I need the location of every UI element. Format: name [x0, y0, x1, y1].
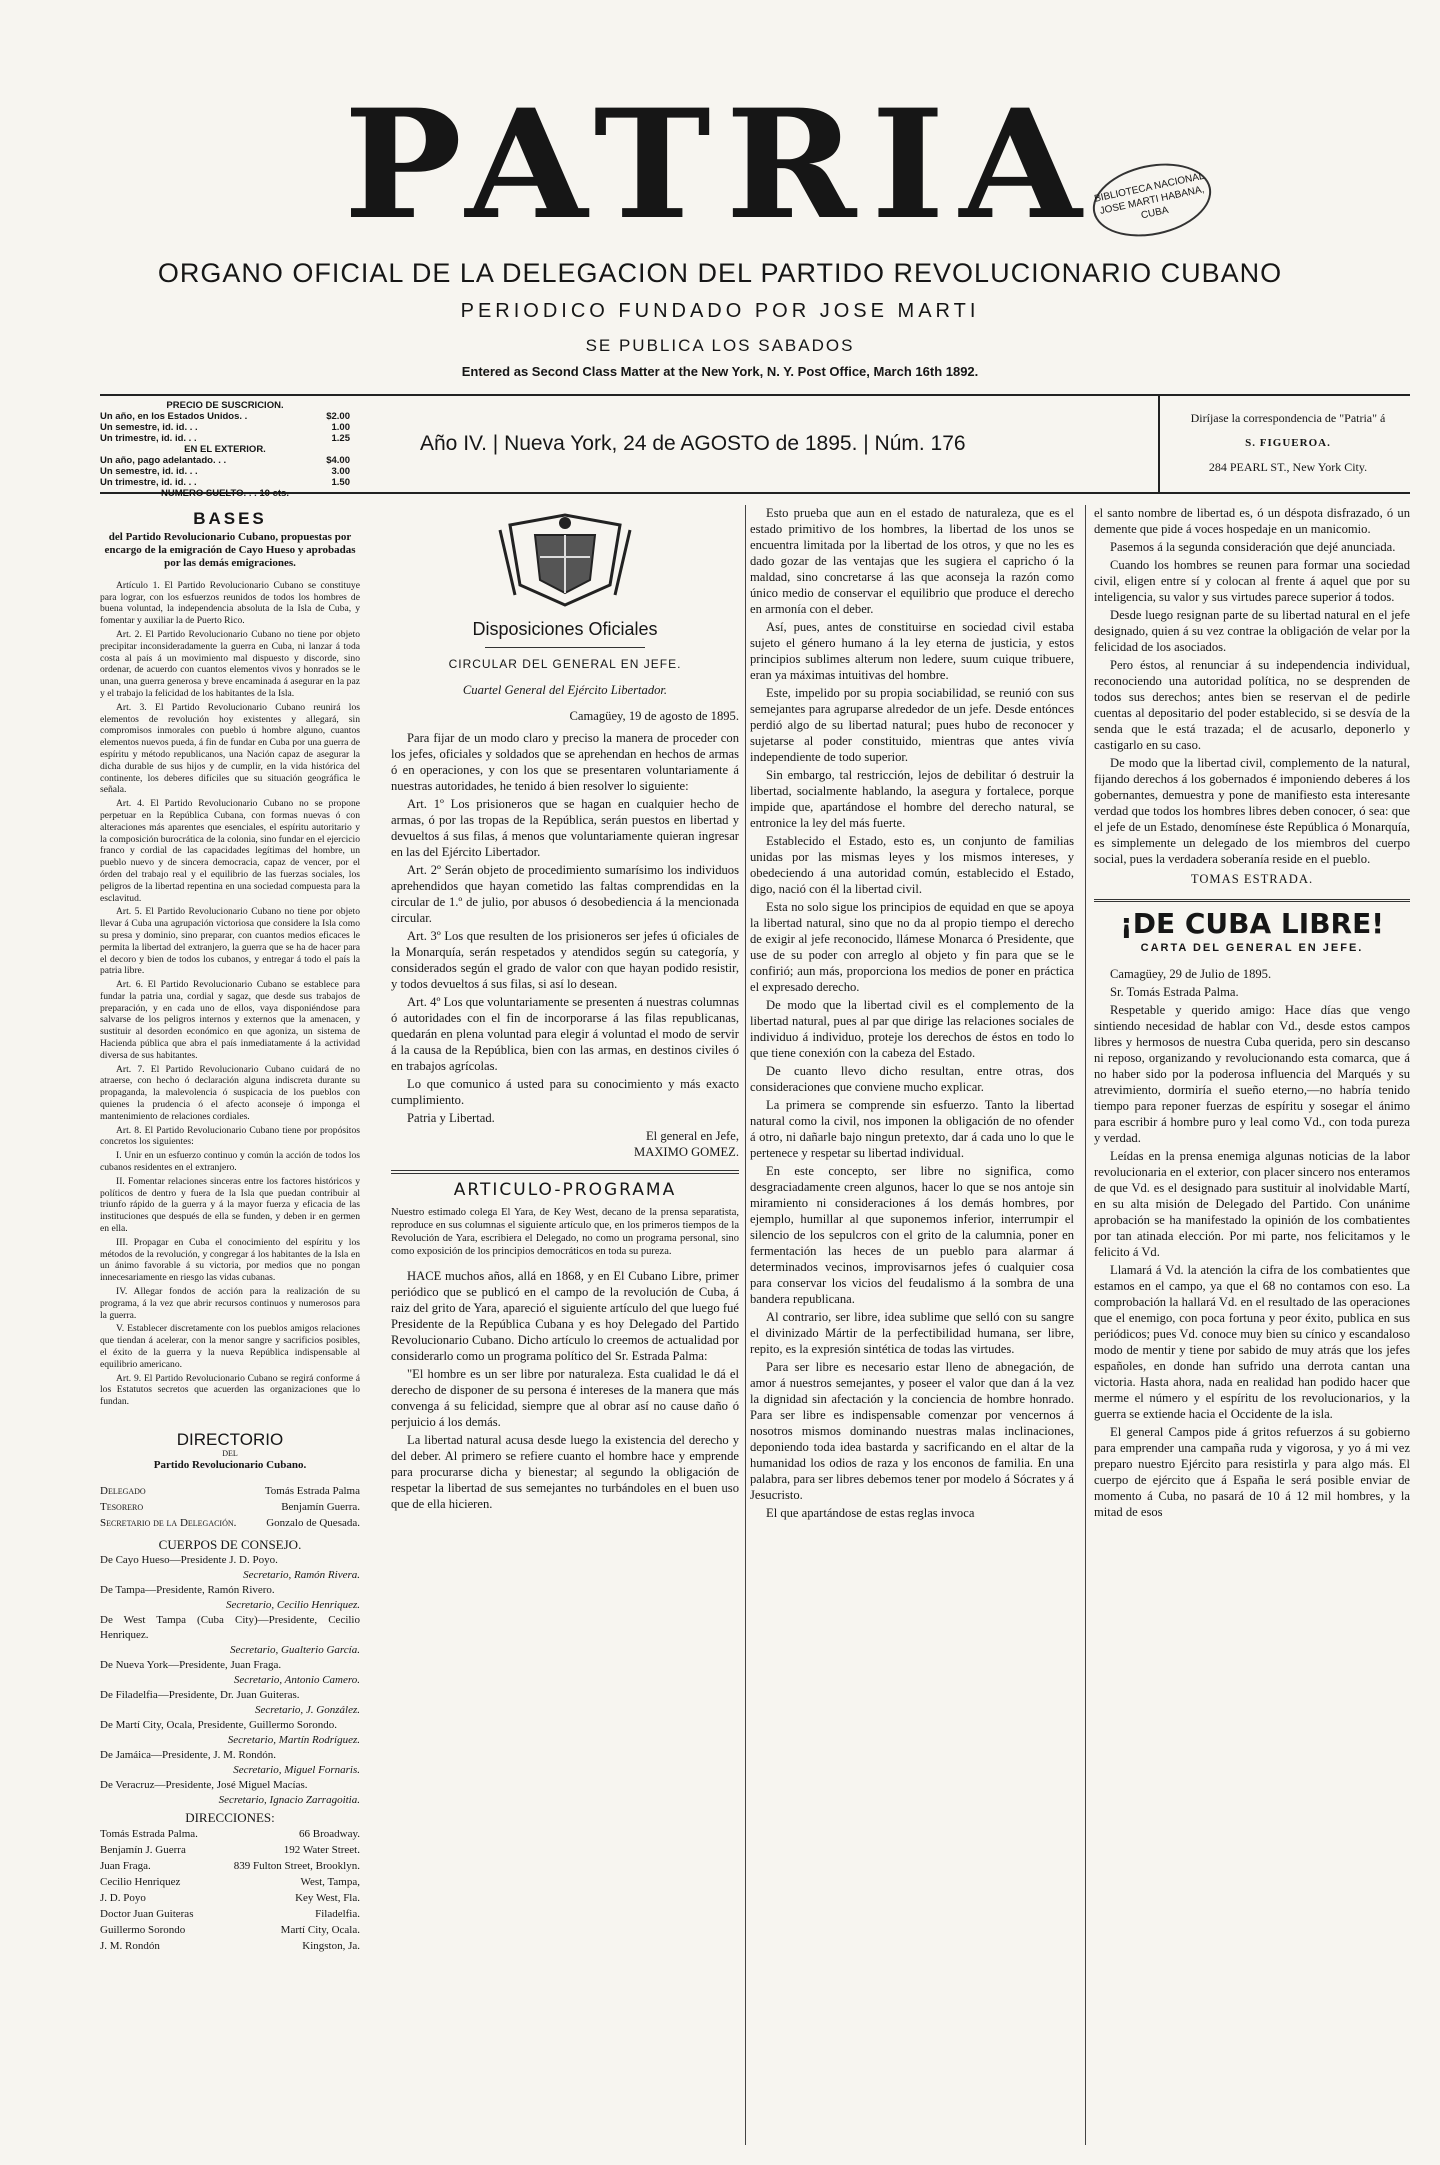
masthead-founded: PERIODICO FUNDADO POR JOSE MARTI [460, 300, 980, 322]
subscription-row [100, 466, 350, 477]
officer-label: Delegado [100, 1485, 146, 1498]
direccion-name: Tomás Estrada Palma. [100, 1827, 198, 1840]
direccion-row [100, 1874, 360, 1890]
col4-paragraph: Desde luego resignan parte de su libertad natural en el jefe designado, quien á su vez contrae la obligación de velar por la felicidad de los asociados. [1094, 608, 1410, 654]
circular-signer: MAXIMO GOMEZ. [634, 1145, 739, 1159]
bases-article: II. Fomentar relaciones sinceras entre los factores históricos y políticos de dentro y fuera de la Isla que puedan contribuir al triunfo rápido de la guerra y á la mayor fuerza y eficacia de las instituciones que después de ella se funden, y deben ir en germen en ella. [100, 1175, 360, 1235]
article-author: TOMAS ESTRADA. [1190, 872, 1314, 886]
column-4 [1085, 505, 1410, 2145]
bases-article: Artículo 1. El Partido Revolucionario Cubano se constituye para lograr, con los esfuerzos reunidos de todos los hombres de buena voluntad, la independencia absoluta de la Isla de Cuba, y fomentar y auxiliar la de Puerto Rico. [100, 579, 360, 627]
subscription-row [100, 477, 350, 488]
col3-paragraph: Al contrario, ser libre, idea sublime que selló con su sangre el divinizado Mártir de la perfectibilidad humana, ser libre, repito, es la expresión sintética de todas las virtudes. [750, 1310, 1074, 1356]
directorio-subtitle: Partido Revolucionario Cubano. [153, 1458, 307, 1471]
circular-signoff: El general en Jefe, [645, 1129, 739, 1143]
carta-paragraph: Leídas en la prensa enemiga algunas noticias de la labor revolucionaria en el exterior, con placer sincero nos enteramos de que Vd. es el designado para sustituir al inolvidable Martí, en su alta misión de Delegado del Partido. Con unánime aprobación se ha manifestado la opinión de los combatientes por tan atinada elección. Por mi parte, nos felicitamos y le felicito á Vd. [1094, 1149, 1410, 1259]
consejo-title: CUERPOS DE CONSEJO. [158, 1537, 302, 1553]
cuba-libre-title: ¡DE CUBA LIBRE! [1094, 899, 1410, 932]
bases-article: IV. Allegar fondos de acción para la realización de su programa, á la vez que abrir recursos continuos y numerosos para la guerra. [100, 1286, 360, 1321]
circular-paragraph: Lo que comunico á usted para su conocimiento y más exacto cumplimiento. [391, 1077, 739, 1107]
col3-paragraph: Esta no solo sigue los principios de equidad en que se apoya la libertad natural, sino que no da al propio tiempo el derecho de exigir al jefe reconocido, llámese Monarca ó Presidente, que use de su poder con arreglo al objeto y fin para que se le confirió; aun más, proporciona los medios de poner en práctica el expresado derecho. [750, 900, 1074, 994]
bases-article: I. Unir en un esfuerzo continuo y común la acción de todos los cubanos residentes en el extranjero. [100, 1150, 360, 1174]
direccion-address: Kingston, Ja. [302, 1939, 360, 1952]
circular-paragraph: Art. 3º Los que resulten de los prisioneros ser jefes ú oficiales de la Monarquía, serán respetados y atendidos según su categoría, y considerados según el grado de valor con que hayan podido resistir, y todos devueltos á sus filas, si así lo desean. [391, 929, 739, 991]
issue-line: Año IV. | Nueva York, 24 de AGOSTO de 1895. | Núm. 176 [420, 432, 966, 455]
carta-paragraph: Respetable y querido amigo: Hace días que vengo sintiendo necesidad de hablar con Vd., desde estos campos libres y hermosos de nuestra Cuba querida, pero sin descanso ni reposo, organizando y revolucionando esta comarca, que á no haber sido por la poderosa influencia del Marqués y su atrevimiento, dormiría el sueño eterno,—no habría tenido tiempo para reponer fuerzas de espíritu y sosegar el ánimo para escribir á hombre puro y leal como Vd., con toda pureza y verdad. [1094, 1003, 1410, 1145]
carta-paragraph: El general Campos pide á gritos refuerzos á su gobierno para emprender una campaña ruda y vigorosa, y yo á mi vez preparo nuestro Ejército para resistirla y para algo más. El cuerpo de ejército que á España le será posible enviar de momento á Cuba, no pasará de 10 á 12 mil hombres, y la mitad de esos [1094, 1425, 1410, 1519]
consejo-line: De Jamáica—Presidente, J. M. Rondón. [100, 1749, 276, 1762]
subscription-price: $2.00 [326, 411, 350, 422]
correspondence-name: S. FIGUEROA. [1245, 437, 1331, 449]
col3-paragraph: El que apartándose de estas reglas invoca [766, 1506, 975, 1520]
col3-paragraph: Para ser libre es necesario estar lleno de abnegación, de amor á nuestros semejantes, y poseer el valor que dan á la vez la dignidad sin afectación y la conciencia de hombre honrado. Para ser libre es indispensable comenzar por vencernos á nosotros mismos dominando nuestras malas inclinaciones, deponiendo toda idea bastarda y sacrificando en el altar de la humanidad los odios de raza y los enconos de familia. En una palabra, para ser libres debemos tener por modelo á Sócrates y á Jesucristo. [750, 1360, 1074, 1502]
subscription-row [100, 422, 350, 433]
column-1 [100, 505, 360, 2145]
col3-paragraph: Así, pues, antes de constituirse en sociedad civil estaba sujeto el género humano á la ley eterna de justicia, y estos principios sublimes alterum non ledere, suum cuique tribuere, eran ya máximas intuitivas del hombre. [750, 620, 1074, 682]
carta-recipient: Sr. Tomás Estrada Palma. [1110, 985, 1239, 999]
direccion-row [100, 1842, 360, 1858]
consejo-line: De Tampa—Presidente, Ramón Rivero. [100, 1584, 275, 1597]
col4-paragraph: Pero éstos, al renunciar á su independencia individual, reconociendo una autoridad política, no se desprenden de todos sus derechos; antes bien se reservan el de pedirle cuentas al depositario del poder establecido, si se desvía de la senda que le está trazada; el de acusarlo, deponerlo y castigarlo en su caso. [1094, 658, 1410, 752]
direccion-address: 66 Broadway. [299, 1827, 360, 1840]
bases-article: Art. 6. El Partido Revolucionario Cubano se establece para fundar la patria una, cordial y sagaz, que desde sus trabajos de preparación, y en cada uno de ellos, vaya disponiéndose para salvarse de los peligros internos y externos que la amenacen, y sustituir al desorden económico en que agoniza, un sistema de Hacienda pública que abra el país inmediatamente á la actividad diversa de sus habitantes. [100, 979, 360, 1061]
col3-paragraph: De cuanto llevo dicho resultan, entre otras, dos consideraciones que conviene mucho explicar. [750, 1064, 1074, 1094]
subscription-label: Un año, pago adelantado. . . [100, 455, 227, 466]
subscription-title: PRECIO DE SUSCRICION. [166, 400, 284, 411]
col3-paragraph: En este concepto, ser libre no significa, como desgraciadamente creen algunos, hacer lo que se nos antoje sin miramiento ni consideraciones á los demás hombres, por ejemplo, humillar al que suponemos inferior, interrumpir el silencio de los sepulcros con el grito de la calumnia, poner en fermentación las heces de un pueblo para alarmar á determinados vecinos, improvisarnos jefes ó cualquier cosa para conservar los vicios del feudalismo á la sombra de una bandera republicana. [750, 1164, 1074, 1306]
articulo-paragraph: HACE muchos años, allá en 1868, y en El Cubano Libre, primer periódico que se publicó en el campo de la revolución de Cuba, á raiz del grito de Yara, apareció el siguiente artículo del que luego fué Presidente de la República Cubana y es hoy Delegado del Partido Revolucionario Cubano. Dicho artículo lo creemos de actualidad por considerarlo como un programa político del Sr. Estrada Palma: [391, 1269, 739, 1363]
bases-article: Art. 5. El Partido Revolucionario Cubano no tiene por objeto llevar á Cuba una agrupación victoriosa que considere la Isla como su presa y dominio, sino preparar, con cuantos medios eficaces le permita la libertad del extranjero, la guerra que se ha de hacer para el decoro y bien de todos los cubanos, y entregar á todo el país la patria libre. [100, 906, 360, 977]
correspondence-address: 284 PEARL ST., New York City. [1208, 460, 1368, 474]
masthead-frequency: SE PUBLICA LOS SABADOS [585, 336, 855, 355]
direccion-address: Martí City, Ocala. [280, 1923, 360, 1936]
directorio-title: DIRECTORIO [176, 1429, 284, 1449]
col3-paragraph: Esto prueba que aun en el estado de naturaleza, que es el estado primitivo de los hombres, la libertad de los unos se encuentra limitada por la libertad de los otros, y que no les es dado gozar de las ventajas que les sugiera el capricho ó la maldad, sino concretarse á las que aconseja la razón como único medio de conservar el equilibrio que produce el derecho en armonía con el deber. [750, 506, 1074, 616]
subscription-row [100, 455, 350, 466]
circular-paragraph: Para fijar de un modo claro y preciso la manera de proceder con los jefes, oficiales y soldados que se aprehendan en hechos de armas ó en operaciones, y con los que se presentaren voluntariamente á nuestras autoridades, he tenido á bien resolver lo siguiente: [391, 731, 739, 793]
direccion-address: Filadelfia. [315, 1907, 360, 1920]
directorio-del: DEL [222, 1448, 238, 1458]
subscription-row [100, 433, 350, 444]
circular-paragraph: Art. 4º Los que voluntariamente se presenten á nuestras columnas ó autoridades con el fin de incorporarse á las filas republicanas, quedarán en plena voluntad para elegir á voluntad el modo de servir á la causa de la República, bien con las armas, en destinos civiles ó en trabajos agrícolas. [391, 995, 739, 1073]
bases-article: Art. 8. El Partido Revolucionario Cubano tiene por propósitos concretos los siguientes: [100, 1124, 360, 1148]
consejo-line: De Nueva York—Presidente, Juan Fraga. [100, 1659, 282, 1672]
direccion-row [100, 1858, 360, 1874]
direccion-address: Key West, Fla. [295, 1891, 360, 1904]
masthead [0, 77, 1440, 253]
masthead-subtitle: ORGANO OFICIAL DE LA DELEGACION DEL PARTIDO REVOLUCIONARIO CUBANO [157, 258, 1283, 288]
direccion-row [100, 1906, 360, 1922]
col4-paragraph: Cuando los hombres se reunen para formar una sociedad civil, eligen entre sí y colocan al frente á aquel que por su inteligencia, su valor y sus virtudes parece superior á todos. [1094, 558, 1410, 604]
consejo-line: De Filadelfia—Presidente, Dr. Juan Guiteras. [100, 1689, 300, 1702]
disposiciones-title: Disposiciones Oficiales [472, 619, 658, 639]
col3-paragraph: Este, impelido por su propia sociabilidad, se reunió con sus semejantes para agruparse alrededor de un jefe. Desde entónces perdió algo de su libertad natural; pues hubo de reconocer y sujetarse al poder constituido, mientras que antes vivía independiente de todo superior. [750, 686, 1074, 764]
coat-of-arms-icon [490, 505, 640, 615]
consejo-secretary: Secretario, J. González. [255, 1704, 360, 1717]
subscription-row [100, 411, 350, 422]
subscription-label: Un semestre, id. id. . . [100, 466, 198, 477]
subscription-box [100, 400, 350, 499]
carta-paragraph: Llamará á Vd. la atención la cifra de los combatientes que estamos en el campo, ya que el 68 no contamos con eso. La comprobación la hallará Vd. en el resultado de las operaciones que el enemigo, con poca fortuna y peor éxito, publica en sus periódicos; pues Vd. conoce muy bien su cínico y escandaloso modo de mentir y tiene por sabido de muy atrás que los jefes españoles, en donde han sufrido una derrota cantan una victoria. Hasta ahora, nada en realidad han podido hacer que merme el número y el espíritu de los revolucionarios, y la guerra se extiende hacia el Occidente de la isla. [1094, 1263, 1410, 1421]
info-bar [100, 394, 1410, 499]
direccion-row [100, 1890, 360, 1906]
consejo-secretary: Secretario, Gualterio García. [230, 1644, 360, 1657]
subscription-price: 1.00 [331, 422, 350, 433]
officer-label: Secretario de la Delegación. [100, 1517, 237, 1530]
direccion-name: J. M. Rondón [100, 1939, 160, 1952]
bases-article: Art. 9. El Partido Revolucionario Cubano se regirá conforme á los Estatutos secretos que acuerden las organizaciones que lo fundan. [100, 1372, 360, 1408]
col4-paragraph: De modo que la libertad civil, complemento de la natural, fijando derechos á los gobernados é imponiendo deberes á los gobernantes, demuestra y pone de manifiesto esta interesante verdad que todos los hombres libres deben conocer, ó sea: que el jefe de un Estado, denomínese éste República ó Monarquía, es simplemente un delegado de los miembros del cuerpo social, pues la verdadera soberanía reside en el pueblo. [1094, 756, 1410, 866]
bases-article: III. Propagar en Cuba el conocimiento del espíritu y los métodos de la revolución, y congregar á los habitantes de la Isla en un ánimo favorable á su victoria, por medios que no pongan innecesariamente en riesgo las vidas cubanas. [100, 1236, 360, 1284]
consejo-line: De Cayo Hueso—Presidente J. D. Poyo. [100, 1554, 278, 1567]
consejo-secretary: Secretario, Ramón Rivera. [243, 1569, 360, 1582]
consejo-secretary: Secretario, Martín Rodríguez. [227, 1734, 360, 1747]
consejo-line: De Veracruz—Presidente, José Miguel Macías. [100, 1779, 308, 1792]
circular-paragraph: Art. 2º Serán objeto de procedimiento sumarísimo los individuos aprehendidos que hayan cometido las faltas comprendidas en la circular de 1.º de julio, por abusos ó desobediencia á la mencionada circular. [391, 863, 739, 925]
carta-date: Camagüey, 29 de Julio de 1895. [1110, 967, 1272, 981]
column-3 [745, 505, 1080, 2145]
cuartel-line: Cuartel General del Ejército Libertador. [462, 683, 668, 697]
officer-row [100, 1483, 360, 1499]
subscription-label: Un año, en los Estados Unidos. . [100, 411, 248, 422]
correspondence-box [1158, 396, 1410, 492]
officer-name: Benjamín Guerra. [281, 1501, 360, 1514]
circular-title: CIRCULAR DEL GENERAL EN JEFE. [448, 657, 682, 671]
direccion-row [100, 1922, 360, 1938]
articulo-paragraph: "El hombre es un ser libre por naturaleza. Esta cualidad le dá el derecho de disponer de su persona é intereses de la manera que más convenga á su felicidad, siempre que al obrar así no cause daño ó perjuicio á los demás. [391, 1367, 739, 1429]
col3-paragraph: Sin embargo, tal restricción, lejos de debilitar ó destruir la libertad, socialmente hablando, la asegura y fortalece, porque impide que, apartándose el hombre del derecho natural, se entronice la ley del más fuerte. [750, 768, 1074, 830]
subscription-price: $4.00 [326, 455, 350, 466]
direccion-name: Doctor Juan Guiteras [100, 1907, 194, 1920]
direccion-name: Juan Fraga. [100, 1859, 151, 1872]
direccion-address: 839 Fulton Street, Brooklyn. [233, 1859, 360, 1872]
bases-title: BASES [193, 509, 267, 528]
consejo-secretary: Secretario, Antonio Camero. [233, 1674, 360, 1687]
bases-article: Art. 3. El Partido Revolucionario Cubano reunirá los elementos de revolución hoy existentes y allegará, sin compromisos inmorales con pueblo ú hombre alguno, cuantos elementos nuevos pueda, á fin de fundar en Cuba por una guerra de espíritu y método republicanos, una Nación capaz de asegurar la dicha durable de sus hijos y de cumplir, en la vida histórica del continente, los deberes difíciles que su situación geográfica le señala. [100, 701, 360, 796]
articulo-paragraph: La libertad natural acusa desde luego la existencia del derecho y del deber. Al primero se refiere cuanto el hombre hace y emprende para procurarse dicha y bienestar; al segundo la obligación de respetar la libertad de sus semejantes no turbándoles en el buen uso que de ella hicieren. [391, 1433, 739, 1511]
col3-paragraph: De modo que la libertad civil es el complemento de la libertad natural, pues al par que dirige las relaciones sociales de individuo á individuo, proteje los derechos de éstos en todo lo que tiene conexión con la cabeza del Estado. [750, 998, 1074, 1060]
carta-title: CARTA DEL GENERAL EN JEFE. [1140, 942, 1364, 954]
circular-date: Camagüey, 19 de agosto de 1895. [569, 709, 739, 723]
bases-article: Art. 4. El Partido Revolucionario Cubano no se propone perpetuar en la República Cubana, con formas nuevas ó con alteraciones más aparentes que esenciales, el espíritu autoritario y la composición burocrática de la colonia, sino fundar en el ejercicio franco y cordial de las capacidades legítimas del hombre, un pueblo nuevo y de sincera democracia, capaz de vencer, por el órden del trabajo real y el equilibrio de las fuerzas sociales, los peligros de la libertad repentina en una sociedad compuesta para la esclavitud. [100, 798, 360, 904]
subscription-price: 3.00 [331, 466, 350, 477]
officer-name: Gonzalo de Quesada. [266, 1517, 360, 1530]
circular-closing: Patria y Libertad. [407, 1111, 495, 1125]
subscription-label: Un trimestre, id. id. . . [100, 477, 197, 488]
subscription-price: 1.50 [331, 477, 350, 488]
direcciones-title: DIRECCIONES: [185, 1810, 275, 1826]
direccion-name: Cecilio Henriquez [100, 1875, 181, 1888]
bases-article: Art. 7. El Partido Revolucionario Cubano cuidará de no atraerse, con hecho ó declaración alguna indiscreta durante su propaganda, la malevolencia ó suspicacia de los pueblos con quienes la prudencia ó el afecto aconseje ó imponga el mantenimiento de relaciones cordiales. [100, 1063, 360, 1122]
direccion-address: West, Tampa, [300, 1875, 360, 1888]
bases-article: Art. 2. El Partido Revolucionario Cubano no tiene por objeto precipitar inconsideradamente la guerra en Cuba, ni lanzar á toda costa al país á un movimiento mal dispuesto y discorde, sino ordenar, de acuerdo con cuantos elementos vivos y honrados se le unan, una guerra generosa y breve encaminada á asegurar en la paz y el trabajo la felicidad de los habitantes de la Isla. [100, 628, 360, 699]
subscription-label: Un trimestre, id. id. . . [100, 433, 197, 444]
officer-row [100, 1499, 360, 1515]
officer-row [100, 1515, 360, 1531]
bases-subtitle: del Partido Revolucionario Cubano, propuestas por encargo de la emigración de Cayo Hueso y aprobadas por las demás emigraciones. [104, 530, 356, 569]
officer-label: Tesorero [100, 1501, 144, 1514]
direccion-address: 192 Water Street. [283, 1843, 360, 1856]
direccion-row [100, 1938, 360, 1954]
col4-paragraph: el santo nombre de libertad es, ó un déspota disfrazado, ó un demente que pide á voces hospedaje en un manicomio. [1094, 506, 1410, 536]
officer-name: Tomás Estrada Palma [264, 1485, 360, 1498]
direccion-row [100, 1826, 360, 1842]
col4-paragraph: Pasemos á la segunda consideración que dejé anunciada. [1110, 540, 1396, 554]
subscription-price: 1.25 [331, 433, 350, 444]
subscription-label: Un semestre, id. id. . . [100, 422, 198, 433]
column-2 [385, 505, 745, 2145]
circular-paragraph: Art. 1º Los prisioneros que se hagan en cualquier hecho de armas, ó por las tropas de la República, serán puestos en libertad y devueltos á sus filas, á menos que voluntariamente quieran ingresar en las del Ejército Libertador. [391, 797, 739, 859]
library-stamp-icon: BIBLIOTECA NACIONAL JOSE MARTI HABANA, CUBA [1086, 153, 1218, 246]
col3-paragraph: Establecido el Estado, esto es, un conjunto de familias unidas por las mismas leyes y los mismos intereses, y obedeciendo á una autoridad común, establecido el Estado, digo, nació con él la libertad civil. [750, 834, 1074, 896]
consejo-line: De Martí City, Ocala, Presidente, Guillermo Sorondo. [100, 1719, 337, 1732]
articulo-intro: Nuestro estimado colega El Yara, de Key West, decano de la prensa separatista, reproduce en sus columnas el siguiente artículo que, en los primeros tiempos de la Revolución de Yara, escribiera el Delegado, no como un programa personal, sino como exposición de los principios democráticos en toda su pureza. [391, 1207, 739, 1257]
consejo-line: De West Tampa (Cuba City)—Presidente, Cecilio Henriquez. [100, 1614, 360, 1642]
subscription-single: NUMERO SUELTO. . . 10 cts. [161, 488, 289, 499]
masthead-entered-note: Entered as Second Class Matter at the New York, N. Y. Post Office, March 16th 1892. [461, 364, 979, 379]
col3-paragraph: La primera se comprende sin esfuerzo. Tanto la libertad natural como la civil, nos imponen la obligación de no ofender á otro, ni dañarle bajo ningun pretexto, dar á cada uno lo que le pertenece y respetar su libertad individual. [750, 1098, 1074, 1160]
correspondence-line: Diríjase la correspondencia de "Patria" á [1190, 411, 1386, 425]
direccion-name: J. D. Poyo [100, 1891, 146, 1904]
articulo-title: ARTICULO-PROGRAMA [391, 1170, 739, 1198]
direccion-name: Guillermo Sorondo [100, 1923, 186, 1936]
subscription-exterior-title: EN EL EXTERIOR. [184, 444, 266, 455]
consejo-secretary: Secretario, Ignacio Zarragoitia. [218, 1794, 360, 1807]
consejo-secretary: Secretario, Cecilio Henriquez. [225, 1599, 360, 1612]
direccion-name: Benjamín J. Guerra [100, 1843, 186, 1856]
bases-article: V. Establecer discretamente con los pueblos amigos relaciones que tiendan á acelerar, con la menor sangre y sacrificios posibles, el éxito de la guerra y la nueva República indispensable al equilibrio americano. [100, 1323, 360, 1370]
consejo-secretary: Secretario, Miguel Fornaris. [233, 1764, 360, 1777]
masthead-title: PATRIA [343, 77, 1097, 253]
